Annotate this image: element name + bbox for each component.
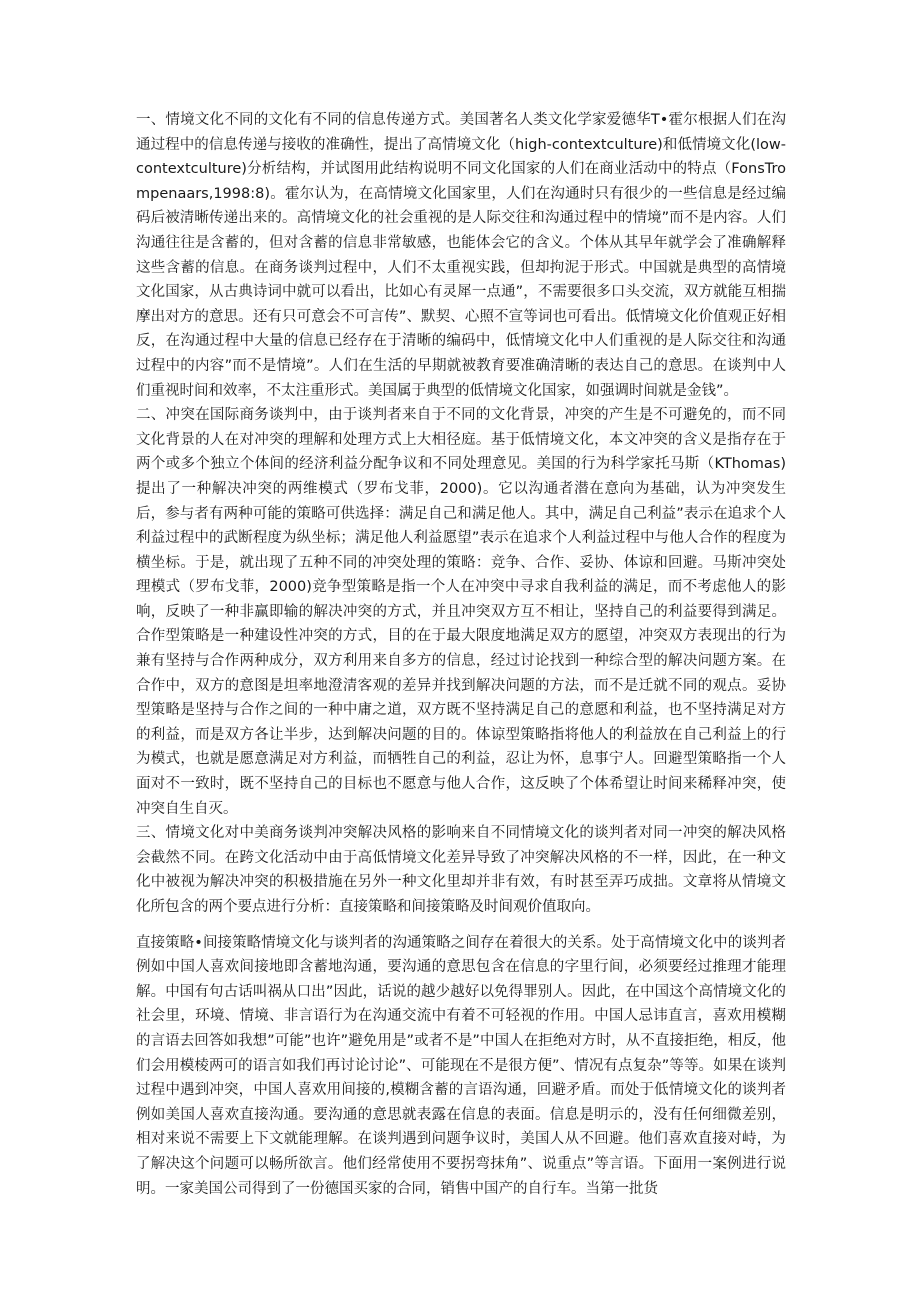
paragraph-conflict: 二、冲突在国际商务谈判中，由于谈判者来自于不同的文化背景，冲突的产生是不可避免的，而不同文化背景的人在对冲突的理解和处理方式上大相径庭。基于低情境文化，本文冲突的含义是指存在于两个或多个独立个体间的经济利益分配争议和不同处理意见。美国的行为科学家托马斯（KThomas)提出了一种解决冲突的两维模式（罗布戈菲，2000)。它以沟通者潜在意向为基础，认为冲突发生后，参与者有两种可能的策略可供选择：满足自己和满足他人。其中，满足自己利益”表示在追求个人利益过程中的武断程度为纵坐标；满足他人利益愿望”表示在追求个人利益过程中与他人合作的程度为横坐标。于是，就出现了五种不同的冲突处理的策略：竞争、合作、妥协、体谅和回避。马斯冲突处理模式（罗布戈菲，2000)竞争型策略是指一个人在冲突中寻求自我利益的满足，而不考虑他人的影响，反映了一种非赢即输的解决冲突的方式，并且冲突双方互不相让，坚持自己的利益要得到满足。合作型策略是一种建设性冲突的方式，目的在于最大限度地满足双方的愿望，冲突双方表现出的行为兼有坚持与合作两种成分，双方利用来自多方的信息，经过讨论找到一种综合型的解决问题方案。在合作中，双方的意图是坦率地澄清客观的差异并找到解决问题的方法，而不是迁就不同的观点。妥协型策略是坚持与合作之间的一种中庸之道，双方既不坚持满足自己的意愿和利益，也不坚持满足对方的利益，而是双方各让半步，达到解决问题的目的。体谅型策略指将他人的利益放在自己利益上的行为模式，也就是愿意满足对方利益，而牺牲自己的利益，忍让为怀，息事宁人。回避型策略指一个人面对不一致时，既不坚持自己的目标也不愿意与他人合作，这反映了个体希望让时间来稀释冲突，使冲突自生自灭。 [136, 407, 786, 817]
document-body [136, 108, 786, 1201]
paragraph-direct-indirect-strategy: 直接策略•间接策略情境文化与谈判者的沟通策略之间存在着很大的关系。处于高情境文化中的谈判者例如中国人喜欢间接地即含蓄地沟通，要沟通的意思包含在信息的字里行间，必须要经过推理才能理解。中国有句古话叫祸从口出”因此，话说的越少越好以免得罪别人。因此，在中国这个高情境文化的社会里，环境、情境、非言语行为在沟通交流中有着不可轻视的作用。中国人忌讳直言，喜欢用模糊的言语去回答如我想”可能”也许”避免用是”或者不是”中国人在拒绝对方时，从不直接拒绝，相反，他们会用模棱两可的语言如我们再讨论讨论”、可能现在不是很方便”、情况有点复杂”等等。如果在谈判过程中遇到冲突，中国人喜欢用间接的,模糊含蓄的言语沟通，回避矛盾。而处于低情境文化的谈判者例如美国人喜欢直接沟通。要沟通的意思就表露在信息的表面。信息是明示的，没有任何细微差别，相对来说不需要上下文就能理解。在谈判遇到问题争议时，美国人从不回避。他们喜欢直接对峙，为了解决这个问题可以畅所欲言。他们经常使用不要拐弯抹角”、说重点”等言语。下面用一案例进行说明。一家美国公司得到了一份德国买家的合同，销售中国产的自行车。当第一批货 [136, 934, 786, 1197]
paragraph-situational-culture: 一、情境文化不同的文化有不同的信息传递方式。美国著名人类文化学家爱德华T•霍尔根据人们在沟通过程中的信息传递与接收的准确性，提出了高情境文化（high-contextculture)和低情境文化(low-contextculture)分析结构，并试图用此结构说明不同文化国家的人们在商业活动中的特点（FonsTrompenaars,1998:8)。霍尔认为，在高情境文化国家里，人们在沟通时只有很少的一些信息是经过编码后被清晰传递出来的。高情境文化的社会重视的是人际交往和沟通过程中的情境”而不是内容。人们沟通往往是含蓄的，但对含蓄的信息非常敏感，也能体会它的含义。个体从其早年就学会了准确解释这些含蓄的信息。在商务谈判过程中，人们不太重视实践，但却拘泥于形式。中国就是典型的高情境文化国家，从古典诗词中就可以看出，比如心有灵犀一点通”，不需要很多口头交流，双方就能互相揣摩出对方的意思。还有只可意会不可言传”、默契、心照不宣等词也可看出。低情境文化价值观正好相反，在沟通过程中大量的信息已经存在于清晰的编码中，低情境文化中人们重视的是人际交往和沟通过程中的内容”而不是情境”。人们在生活的早期就被教育要准确清晰的表达自己的意思。在谈判中人们重视时间和效率，不太注重形式。美国属于典型的低情境文化国家，如强调时间就是金钱”。 [136, 112, 786, 399]
paragraph-influence: 三、情境文化对中美商务谈判冲突解决风格的影响来自不同情境文化的谈判者对同一冲突的解决风格会截然不同。在跨文化活动中由于高低情境文化差异导致了冲突解决风格的不一样，因此，在一种文化中被视为解决冲突的积极措施在另外一种文化里却并非有效，有时甚至弄巧成拙。文章将从情境文化所包含的两个要点进行分析：直接策略和间接策略及时间观价值取向。 [136, 825, 786, 915]
